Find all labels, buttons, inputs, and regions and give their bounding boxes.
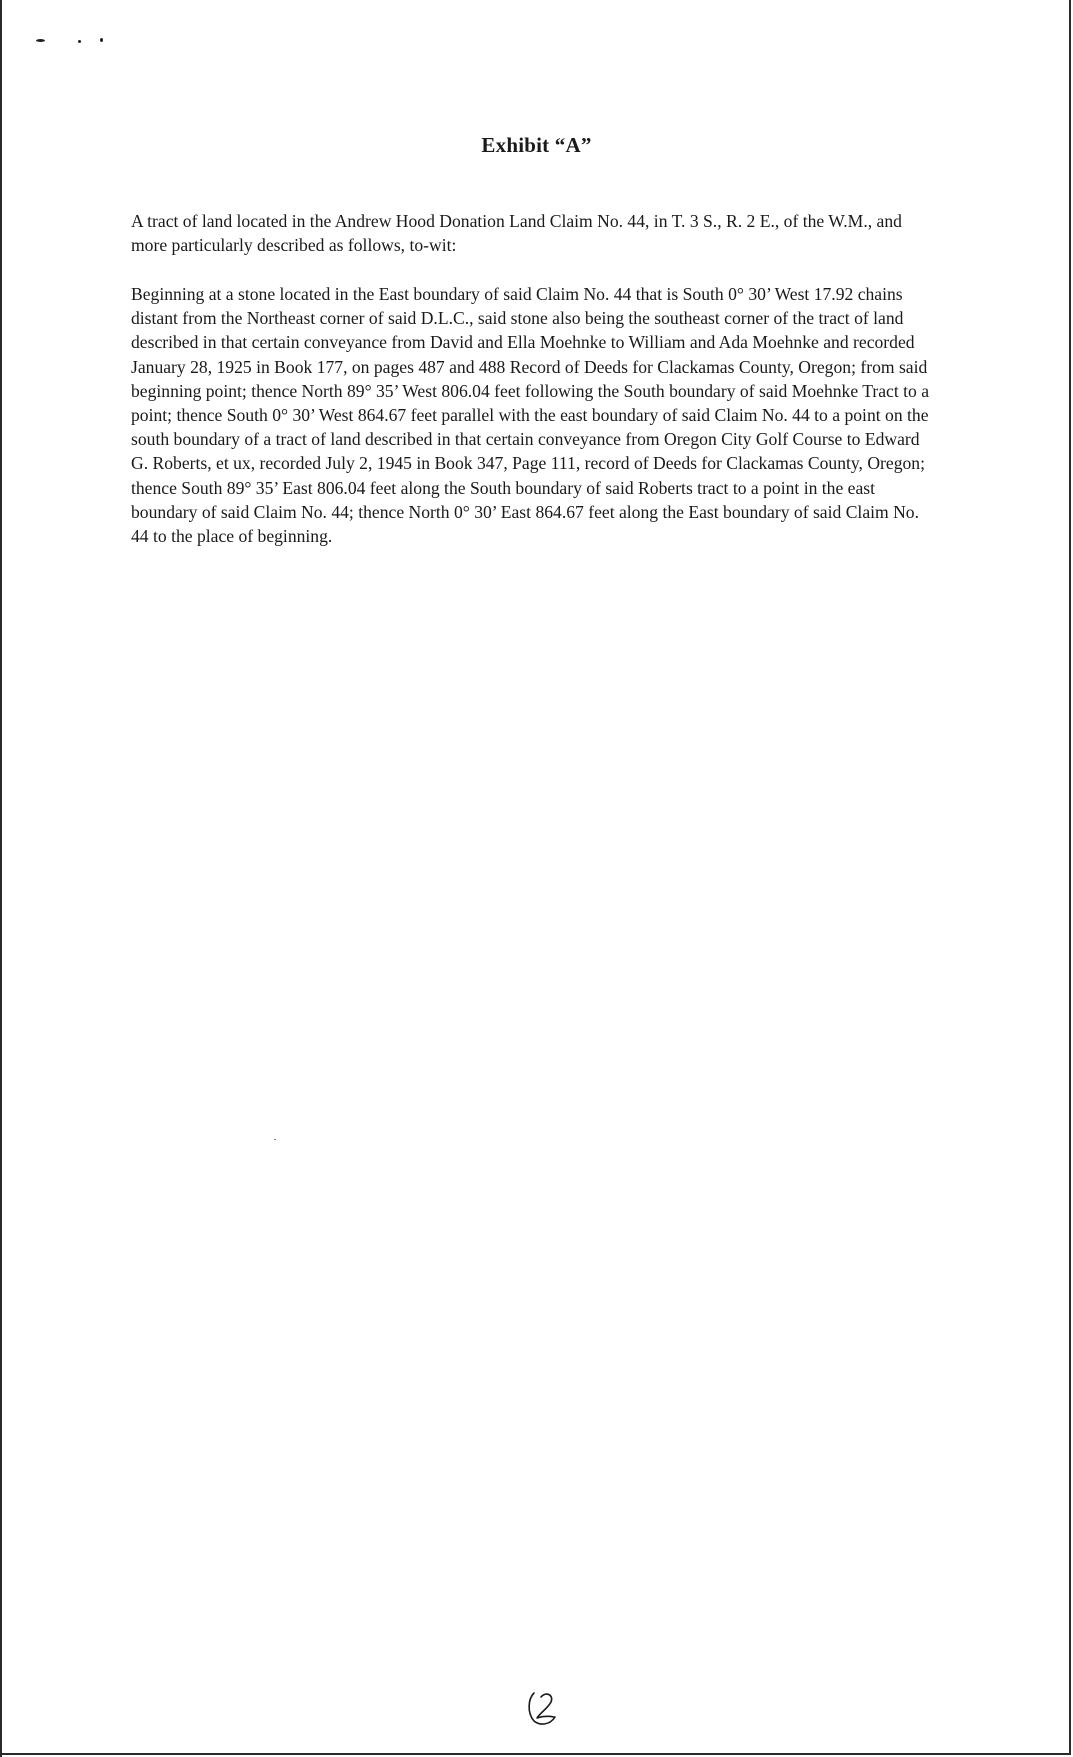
page-border-left bbox=[0, 0, 2, 1757]
scan-speck bbox=[78, 40, 81, 43]
page-title: Exhibit “A” bbox=[481, 133, 592, 157]
scan-speck bbox=[100, 38, 103, 42]
handwritten-page-number bbox=[524, 1685, 560, 1727]
scan-artifact bbox=[274, 1139, 276, 1140]
paragraph-intro: A tract of land located in the Andrew Hood Donation Land Claim No. 44, in T. 3 S., R. 2 E., of the W.M., and more particularly described as follows, to-wit: bbox=[131, 211, 902, 256]
scan-speck bbox=[36, 39, 45, 42]
paragraph-legal-description: Beginning at a stone located in the East boundary of said Claim No. 44 that is South 0° 30’ West 17.92 chains distant from the Northeast corner of said D.L.C., said stone also being the southeast corner of the tract of land described in that certain conveyance from David and Ella Moehnke to William and Ada Moehnke and recorded January 28, 1925 in Book 177, on pages 487 and 488 Record of Deeds for Clackamas County, Oregon; from said beginning point; thence North 89° 35’ West 806.04 feet following the South boundary of said Moehnke Tract to a point; thence South 0° 30’ West 864.67 feet parallel with the east boundary of said Claim No. 44 to a point on the south boundary of a tract of land described in that certain conveyance from Oregon City Golf Course to Edward G. Roberts, et ux, recorded July 2, 1945 in Book 347, Page 111, record of Deeds for Clackamas County, Oregon; thence South 89° 35’ East 806.04 feet along the South boundary of said Roberts tract to a point in the east boundary of said Claim No. 44; thence North 0° 30’ East 864.67 feet along the East boundary of said Claim No. 44 to the place of beginning. bbox=[131, 284, 930, 547]
